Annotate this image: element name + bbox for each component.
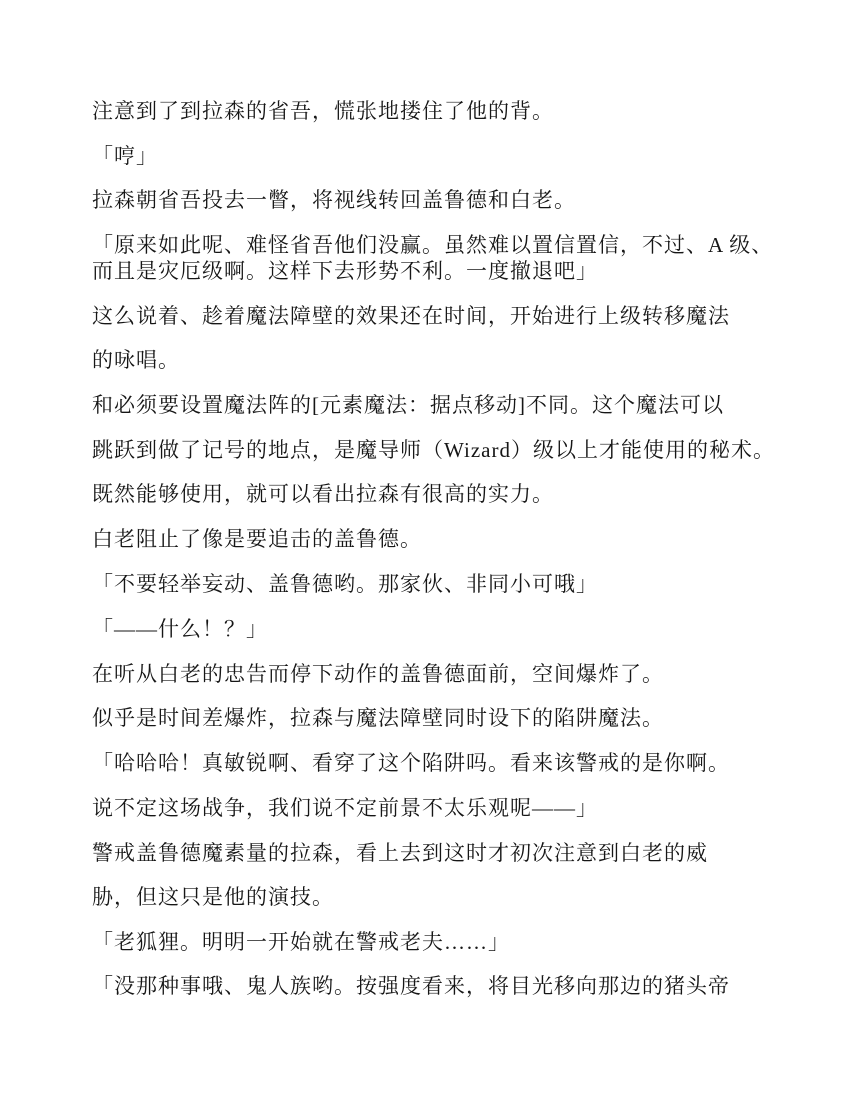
- text-line: 「没那种事哦、鬼人族哟。按强度看来，将目光移向那边的猪头帝: [92, 974, 730, 998]
- text-line: 似乎是时间差爆炸，拉森与魔法障壁同时设下的陷阱魔法。: [92, 706, 664, 730]
- text-line: 说不定这场战争，我们说不定前景不太乐观呢——」: [92, 796, 598, 820]
- text-line: 拉森朝省吾投去一瞥，将视线转回盖鲁德和白老。: [92, 188, 576, 212]
- text-line: 「哈哈哈！真敏锐啊、看穿了这个陷阱吗。看来该警戒的是你啊。: [92, 751, 730, 775]
- text-line: 而且是灾厄级啊。这样下去形势不利。一度撤退吧」: [92, 259, 598, 283]
- text-line: 白老阻止了像是要追击的盖鲁德。: [92, 527, 422, 551]
- text-line: 跳跃到做了记号的地点，是魔导师（Wizard）级以上才能使用的秘术。: [92, 438, 775, 462]
- text-line: 「哼」: [92, 144, 158, 168]
- text-line: 既然能够使用，就可以看出拉森有很高的实力。: [92, 482, 554, 506]
- text-line: 胁，但这只是他的演技。: [92, 885, 334, 909]
- text-line: 在听从白老的忠告而停下动作的盖鲁德面前，空间爆炸了。: [92, 662, 664, 686]
- text-line: 警戒盖鲁德魔素量的拉森，看上去到这时才初次注意到白老的威: [92, 841, 708, 865]
- text-line: 「原来如此呢、难怪省吾他们没赢。虽然难以置信置信，不过、A 级、: [92, 233, 774, 257]
- text-line: 和必须要设置魔法阵的[元素魔法：据点移动]不同。这个魔法可以: [92, 393, 724, 417]
- text-line: 注意到了到拉森的省吾，慌张地搂住了他的背。: [92, 99, 554, 123]
- text-line: 「不要轻举妄动、盖鲁德哟。那家伙、非同小可哦」: [92, 572, 598, 596]
- text-line: 这么说着、趁着魔法障壁的效果还在时间，开始进行上级转移魔法: [92, 304, 730, 328]
- text-line: 「——什么！？」: [92, 617, 268, 641]
- text-line: 「老狐狸。明明一开始就在警戒老夫……」: [92, 930, 510, 954]
- text-line: 的咏唱。: [92, 348, 180, 372]
